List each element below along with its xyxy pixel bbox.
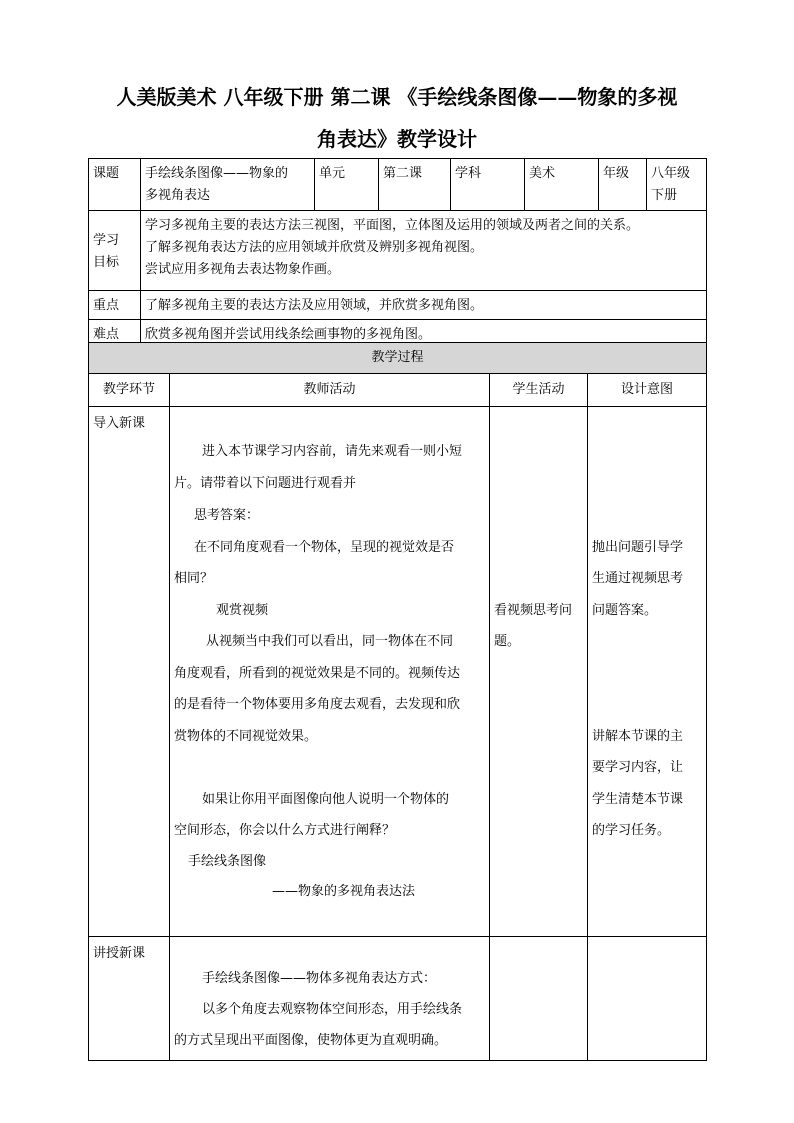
topic-value-line-2: 多视角表达	[145, 188, 211, 203]
key-point-label: 重点	[89, 291, 141, 320]
text-line: 如果让你用平面图像向他人说明一个物体的	[202, 792, 450, 807]
text-line: 思考答案：	[194, 508, 260, 523]
text-line: 讲解本节课的主	[592, 729, 684, 744]
text-line: 的学习任务。	[592, 823, 671, 838]
text-line: 相同？	[174, 571, 214, 586]
text-line: 以多个角度去观察物体空间形态，用手绘线条	[202, 1002, 463, 1017]
text-line: 赏物体的不同视觉效果。	[174, 729, 318, 744]
design-intent-intro	[588, 407, 707, 937]
process-band: 教学过程	[89, 343, 707, 374]
lesson-info-table	[88, 158, 707, 349]
text-line: 看视频思考问	[494, 603, 573, 618]
header-student-activity: 学生活动	[490, 374, 588, 407]
goal-item: 尝试应用多视角去表达物象作画。	[145, 262, 341, 277]
text-line: 生通过视频思考	[592, 571, 684, 586]
text-line: 学生清楚本节课	[592, 792, 684, 807]
table-row	[89, 937, 707, 1061]
document-title-line-1: 人美版美术 八年级下册 第二课 《手绘线条图像——物象的多视	[116, 85, 678, 109]
topic-value	[141, 159, 315, 211]
header-design-intent: 设计意图	[588, 374, 707, 407]
subject-label: 学科	[451, 159, 525, 211]
teaching-process-table	[88, 342, 707, 1061]
text-line: ——物象的多视角表达法	[272, 884, 416, 899]
goals-value	[141, 211, 707, 291]
stage-intro: 导入新课	[89, 407, 170, 937]
header-teacher-activity: 教师活动	[170, 374, 490, 407]
text-line: 从视频当中我们可以看出，同一物体在不同	[206, 634, 454, 649]
text-line: 的方式呈现出平面图像，使物体更为直观明确。	[174, 1033, 448, 1048]
key-point-value: 了解多视角主要的表达方法及应用领域，并欣赏多视角图。	[141, 291, 707, 320]
subject-value: 美术	[525, 159, 599, 211]
teacher-activity-new-lesson	[170, 937, 490, 1061]
stage-new-lesson: 讲授新课	[89, 937, 170, 1061]
unit-value: 第二课	[379, 159, 451, 211]
text-line: 的是看待一个物体要用多角度去观看，去发现和欣	[174, 697, 461, 712]
text-line: 问题答案。	[592, 603, 658, 618]
goal-item: 了解多视角表达方法的应用领域并欣赏及辨别多视角视图。	[145, 240, 484, 255]
goal-item: 学习多视角主要的表达方法三视图，平面图，立体图及运用的领域及两者之间的关系。	[145, 218, 640, 233]
document-title-line-2: 角表达》教学设计	[317, 127, 477, 151]
text-line: 空间形态，你会以什么方式进行阐释？	[174, 823, 396, 838]
text-line: 手绘线条图像	[188, 854, 267, 869]
text-line: 角度观看，所看到的视觉效果是不同的。视频传达	[174, 666, 461, 681]
goals-label	[89, 211, 141, 291]
difficulty-value: 欣赏多视角图并尝试用线条绘画事物的多视角图。	[141, 320, 707, 349]
unit-label: 单元	[315, 159, 379, 211]
student-activity-intro	[490, 407, 588, 937]
header-stage: 教学环节	[89, 374, 170, 407]
text-line: 在不同角度观看一个物体，呈现的视觉效是否	[194, 540, 455, 555]
topic-value-line-1: 手绘线条图像——物象的	[145, 166, 289, 181]
grade-value	[647, 159, 707, 211]
table-row	[89, 407, 707, 937]
text-line: 观赏视频	[216, 603, 269, 618]
topic-label: 课题	[89, 159, 141, 211]
design-intent-new-lesson	[588, 937, 707, 1061]
text-line: 要学习内容，让	[592, 760, 684, 775]
goals-label-line-2: 目标	[93, 254, 120, 270]
grade-value-line-2: 下册	[651, 188, 678, 203]
text-line: 进入本节课学习内容前，请先来观看一则小短	[202, 444, 463, 459]
text-line: 片。请带着以下问题进行观看并	[174, 476, 357, 491]
difficulty-label: 难点	[89, 320, 141, 349]
teacher-activity-intro	[170, 407, 490, 937]
grade-label: 年级	[599, 159, 647, 211]
student-activity-new-lesson	[490, 937, 588, 1061]
text-line: 抛出问题引导学	[592, 540, 684, 555]
text-line: 手绘线条图像——物体多视角表达方式：	[202, 971, 437, 986]
goals-label-line-1: 学习	[93, 232, 120, 248]
grade-value-line-1: 八年级	[651, 166, 691, 181]
text-line: 题。	[494, 634, 521, 649]
